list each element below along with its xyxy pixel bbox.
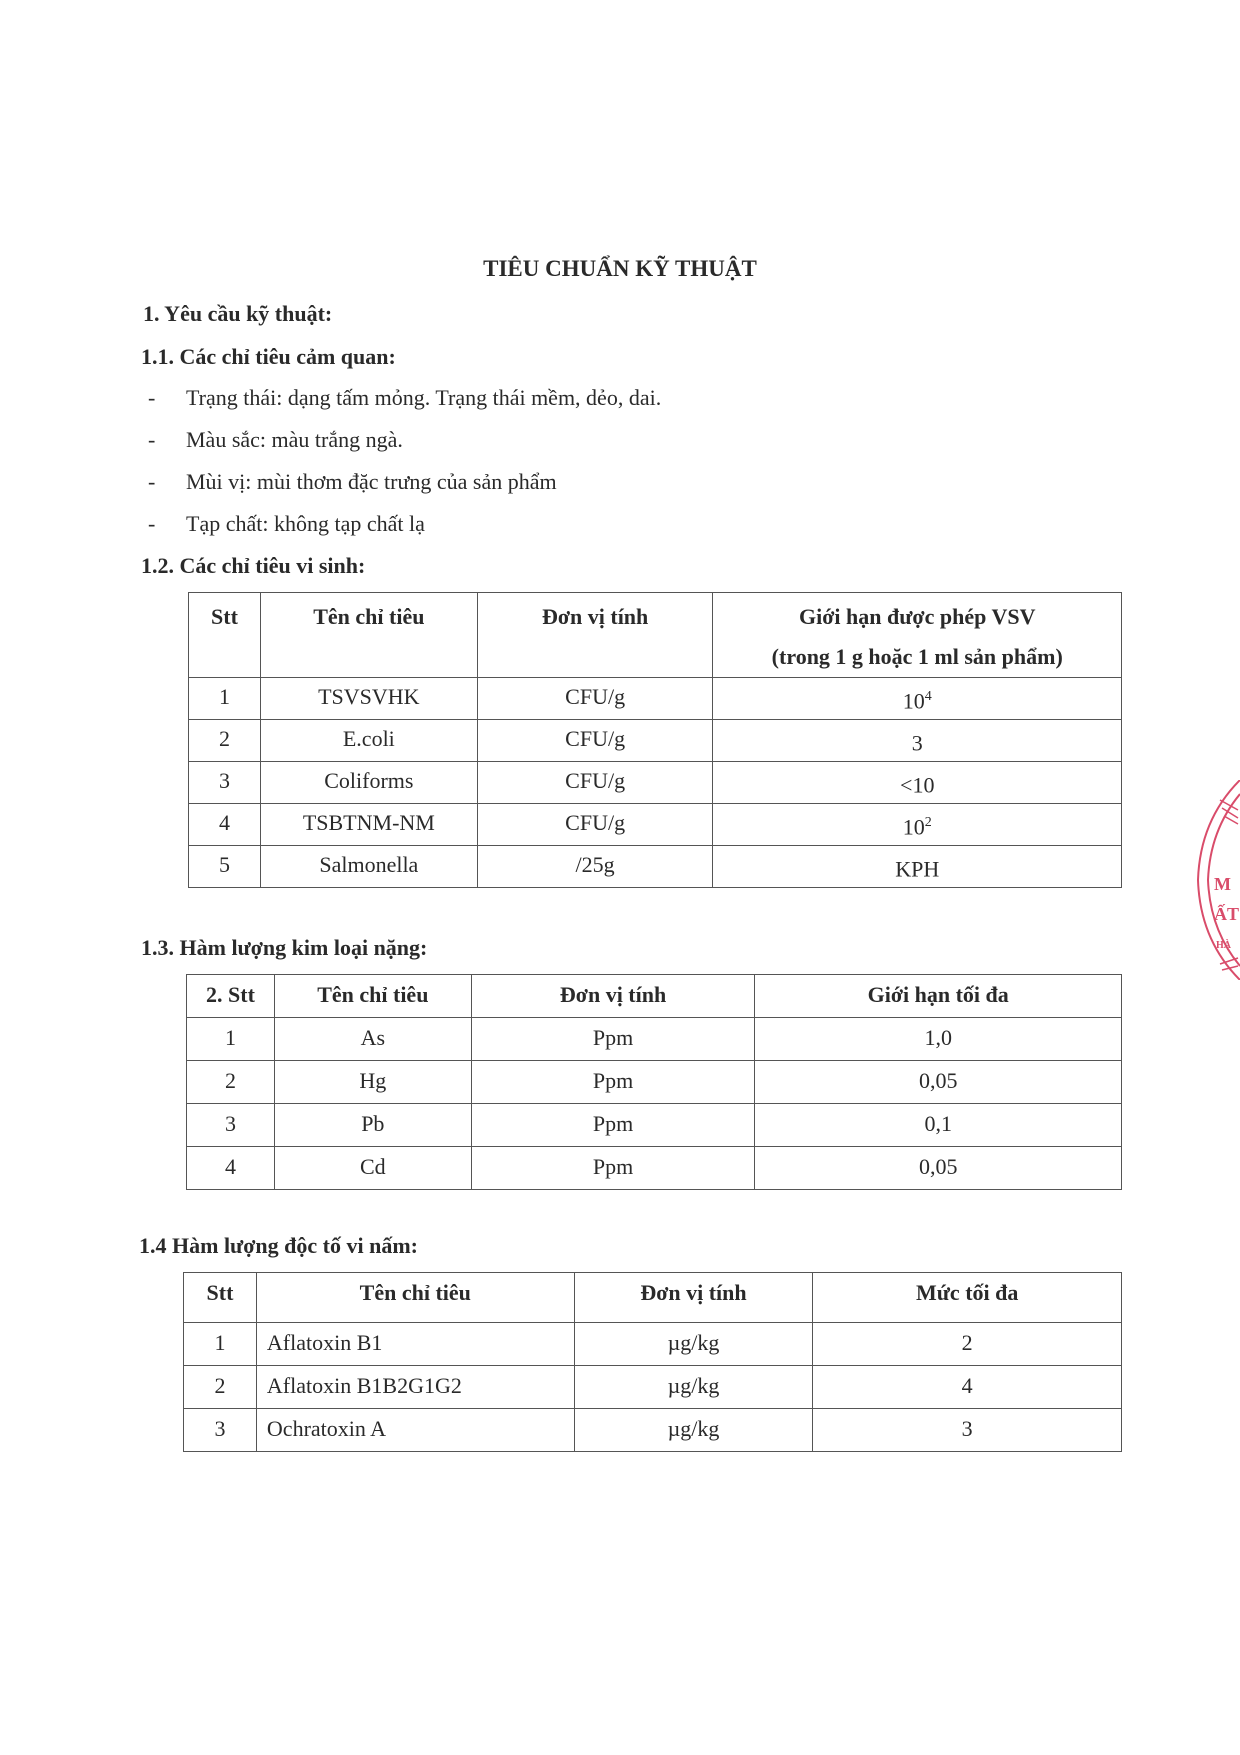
header-name: Tên chỉ tiêu [260, 593, 477, 678]
microbiology-table [188, 592, 1122, 888]
table-row: 1 Aflatoxin B1 µg/kg 2 [184, 1323, 1122, 1366]
svg-text:ẤT: ẤT [1214, 904, 1240, 924]
table-row: 3 Coliforms CFU/g <10 [189, 762, 1122, 804]
header-limit: Giới hạn được phép VSV (trong 1 g hoặc 1 ml sản phẩm) [713, 593, 1122, 678]
table-row: 4 TSBTNM-NM CFU/g $10^2$ [189, 804, 1122, 846]
header-stt: Stt [189, 593, 261, 678]
header-unit: Đơn vị tính [574, 1273, 813, 1323]
table-row: 3 Pb Ppm 0,1 [187, 1104, 1122, 1147]
header-unit: Đơn vị tính [471, 975, 755, 1018]
partial-stamp [1180, 780, 1240, 980]
header-limit: Mức tối đa [813, 1273, 1122, 1323]
header-name: Tên chỉ tiêu [274, 975, 471, 1018]
table-row: 2 Aflatoxin B1B2G1G2 µg/kg 4 [184, 1366, 1122, 1409]
section-heading-mycotoxins: 1.4 Hàm lượng độc tố vi nấm: [139, 1233, 418, 1258]
table-row: 5 Salmonella /25g KPH [189, 846, 1122, 888]
table-row: 1 As Ppm 1,0 [187, 1018, 1122, 1061]
sensory-item: - Tạp chất: không tạp chất lạ [148, 511, 425, 536]
svg-text:HÀ: HÀ [1216, 940, 1231, 951]
section-heading-heavy-metals: 1.3. Hàm lượng kim loại nặng: [141, 935, 428, 960]
table-header-row [187, 975, 1122, 1018]
header-stt: 2. Stt [187, 975, 275, 1018]
sensory-item: - Trạng thái: dạng tấm mỏng. Trạng thái mềm, dẻo, dai. [148, 385, 662, 410]
header-limit: Giới hạn tối đa [755, 975, 1122, 1018]
sensory-item: - Màu sắc: màu trắng ngà. [148, 427, 403, 452]
heavy-metal-table [186, 974, 1122, 1190]
svg-text:M: M [1214, 874, 1231, 894]
table-row: 4 Cd Ppm 0,05 [187, 1147, 1122, 1190]
header-stt: Stt [184, 1273, 257, 1323]
mycotoxin-table [183, 1272, 1122, 1452]
table-header-row [184, 1273, 1122, 1323]
sensory-item: - Mùi vị: mùi thơm đặc trưng của sản phẩm [148, 469, 557, 494]
section-heading-requirements: 1. Yêu cầu kỹ thuật: [143, 301, 333, 326]
header-unit: Đơn vị tính [477, 593, 713, 678]
table-row: 2 E.coli CFU/g 3 [189, 720, 1122, 762]
table-row: 1 TSVSVHK CFU/g $10^4$ [189, 678, 1122, 720]
section-heading-sensory: 1.1. Các chỉ tiêu cảm quan: [141, 344, 396, 369]
section-heading-microbiology: 1.2. Các chỉ tiêu vi sinh: [141, 553, 366, 578]
table-row: 2 Hg Ppm 0,05 [187, 1061, 1122, 1104]
table-header-row [189, 593, 1122, 678]
header-name: Tên chỉ tiêu [256, 1273, 574, 1323]
table-row: 3 Ochratoxin A µg/kg 3 [184, 1409, 1122, 1452]
page-title: TIÊU CHUẨN KỸ THUẬT [483, 256, 757, 281]
